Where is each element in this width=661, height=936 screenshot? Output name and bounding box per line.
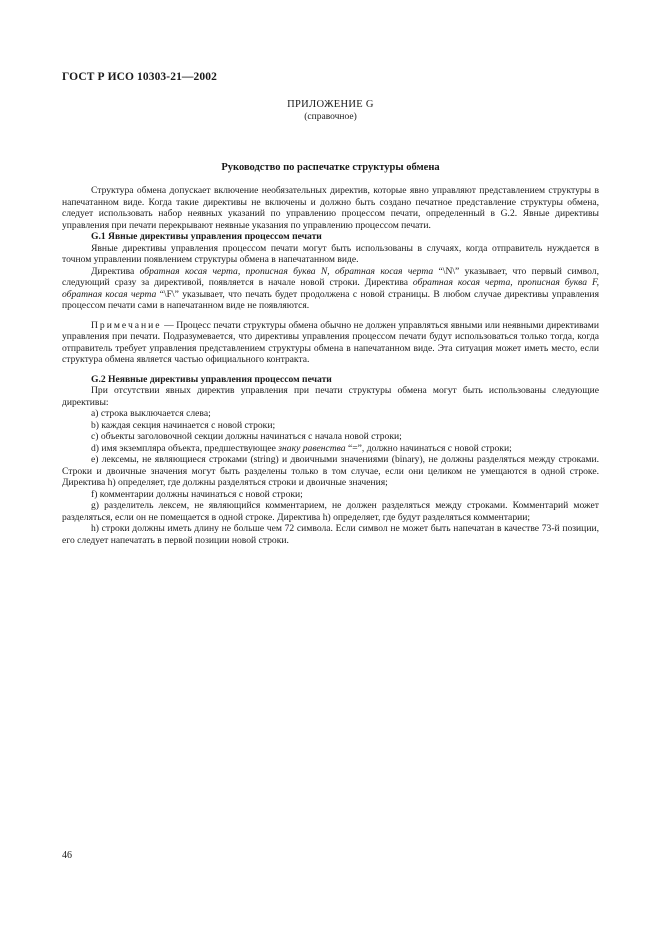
g2-item-c: c) объекты заголовочной секции должны начинаться с начала новой строки; bbox=[91, 431, 402, 442]
g1-paragraph-2 bbox=[62, 266, 599, 312]
g2-item-g: g) разделитель лексем, не являющийся комментарием, не должен разделяться между строками. Комментарий может разделяться, если он не помещается в одной строке. Директива h) определяет, где будут разделяться комментарии; bbox=[62, 500, 599, 523]
italic-term: обратная косая черта, прописная буква F, обратная косая черта bbox=[62, 277, 599, 300]
g2-heading: G.2 Неявные директивы управления процессом печати bbox=[91, 373, 332, 385]
text-run: “\N\” указывает, что первый символ, следующий сразу за директивой, появляется в начале новой строки. Директива bbox=[62, 265, 599, 288]
note-text: — Процесс печати структуры обмена обычно не должен управляться явными или неявными директивами управления при печати. Подразумевается, что директивы управления процессом печати будут использоваться только тогда, когда отправитель требует управления представлением структуры обмена в напечатанном виде. Эта ситуация может иметь место, если структура обмена является частью официального контракта. bbox=[62, 319, 599, 365]
note-label: Примечание bbox=[91, 319, 162, 331]
g2-intro: При отсутствии явных директив управления при печати структуры обмена могут быть использованы следующие директивы: bbox=[62, 385, 599, 408]
text-run: “\F\” указывает, что печать будет продолжена с новой страницы. В любом случае директивы управления процессом печати сами в напечатанном виде не появляются. bbox=[62, 288, 599, 311]
italic-term: обратная косая черта, прописная буква N, обратная косая черта bbox=[139, 265, 434, 277]
intro-paragraph: Структура обмена допускает включение необязательных директив, которые явно управляют представлением структуры в напечатанном виде. Когда такие директивы не включены и должно быть создано печатное представление структуры обмена, следует использовать набор неявных указаний по управлению процессом печати, определенный в G.2. Явные директивы управления при печати перекрывают неявные указания по управлению процессом печати. bbox=[62, 185, 599, 231]
body-text bbox=[62, 185, 599, 546]
g2-item-f: f) комментарии должны начинаться с новой строки; bbox=[91, 488, 303, 500]
page-number: 46 bbox=[62, 850, 72, 861]
g1-note bbox=[62, 320, 599, 366]
text-run: “=”, должно начинаться с новой строки; bbox=[345, 442, 512, 454]
g2-item-b: b) каждая секция начинается с новой строки; bbox=[91, 419, 276, 431]
appendix-subtitle: (справочное) bbox=[304, 112, 357, 122]
italic-term: знаку равенства bbox=[278, 442, 346, 454]
text-run: d) имя экземпляра объекта, предшествующее bbox=[91, 442, 279, 454]
section-title: Руководство по распечатке структуры обмена bbox=[221, 162, 440, 173]
text-run: Директива bbox=[91, 265, 140, 277]
g2-item-e: e) лексемы, не являющиеся строками (string) и двоичными значениями (binary), не должны разделяться между строками. Строки и двоичные значения могут быть разделены только в том случае, если они целиком не умещаются в одной строке. Директива h) определяет, где должны разделяться строки и двоичные значения; bbox=[62, 454, 599, 488]
g2-item-d bbox=[62, 443, 599, 455]
appendix-title: ПРИЛОЖЕНИЕ G bbox=[287, 99, 374, 110]
g1-paragraph-1: Явные директивы управления процессом печати могут быть использованы в случаях, когда отправитель нуждается в точном управлении появлением структуры обмена в напечатанном виде. bbox=[62, 242, 599, 265]
document-code: ГОСТ Р ИСО 10303-21—2002 bbox=[62, 71, 217, 83]
g2-item-a: a) строка выключается слева; bbox=[91, 408, 211, 419]
g1-heading: G.1 Явные директивы управления процессом печати bbox=[91, 231, 322, 242]
g2-item-h: h) строки должны иметь длину не больше чем 72 символа. Если символ не может быть напечатан в качестве 73-й позиции, его следует напечатать в первой позиции новой строки. bbox=[62, 523, 599, 546]
